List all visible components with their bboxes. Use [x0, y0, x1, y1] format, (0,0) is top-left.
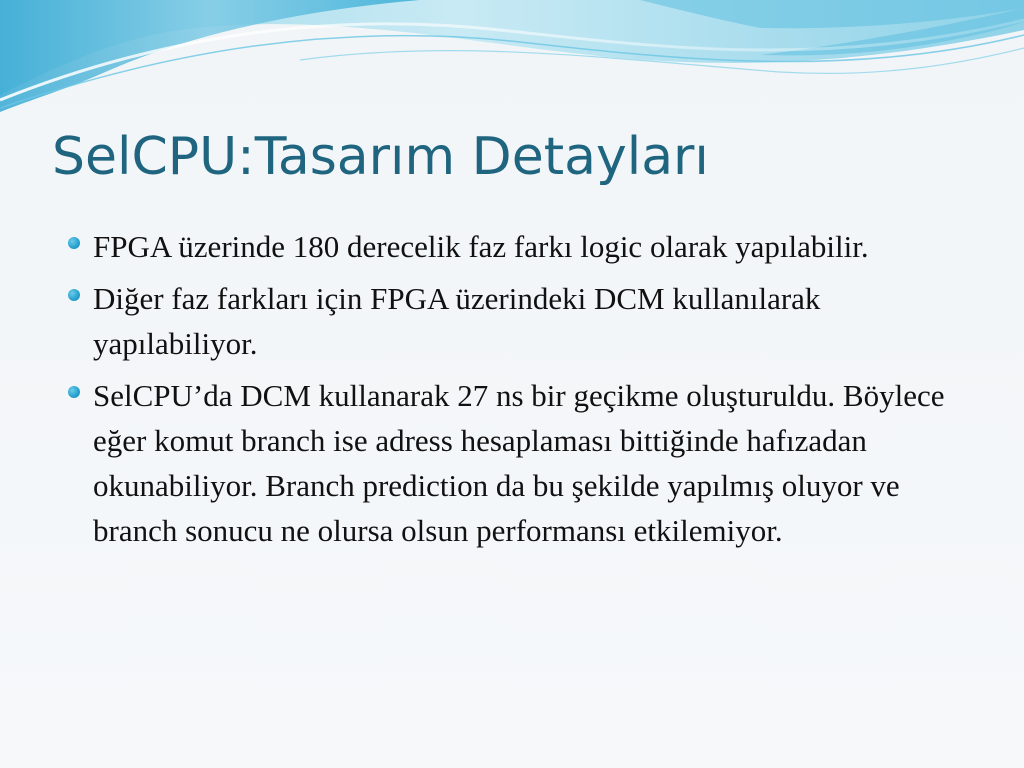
bullet-item: [68, 276, 968, 366]
bullet-text: Diğer faz farkları için FPGA üzerindeki DCM kullanılarak yapılabiliyor.: [93, 281, 821, 361]
bullet-list: [68, 224, 968, 560]
bullet-item: [68, 373, 968, 553]
bullet-text: SelCPU’da DCM kullanarak 27 ns bir geçikme oluşturuldu. Böylece eğer komut branch ise adress hesaplaması bittiğinde hafızadan okunabiliyor. Branch prediction da bu şekilde yapılmış oluyor ve branch sonucu ne olursa olsun performansı etkilemiyor.: [93, 378, 945, 548]
header-wave-decoration: [0, 0, 1024, 130]
round-bullet-icon: [68, 386, 80, 398]
slide-title: SelCPU:Tasarım Detayları: [52, 127, 709, 187]
bullet-item: [68, 224, 968, 269]
bullet-text: FPGA üzerinde 180 derecelik faz farkı logic olarak yapılabilir.: [93, 229, 869, 264]
round-bullet-icon: [68, 289, 80, 301]
round-bullet-icon: [68, 237, 80, 249]
